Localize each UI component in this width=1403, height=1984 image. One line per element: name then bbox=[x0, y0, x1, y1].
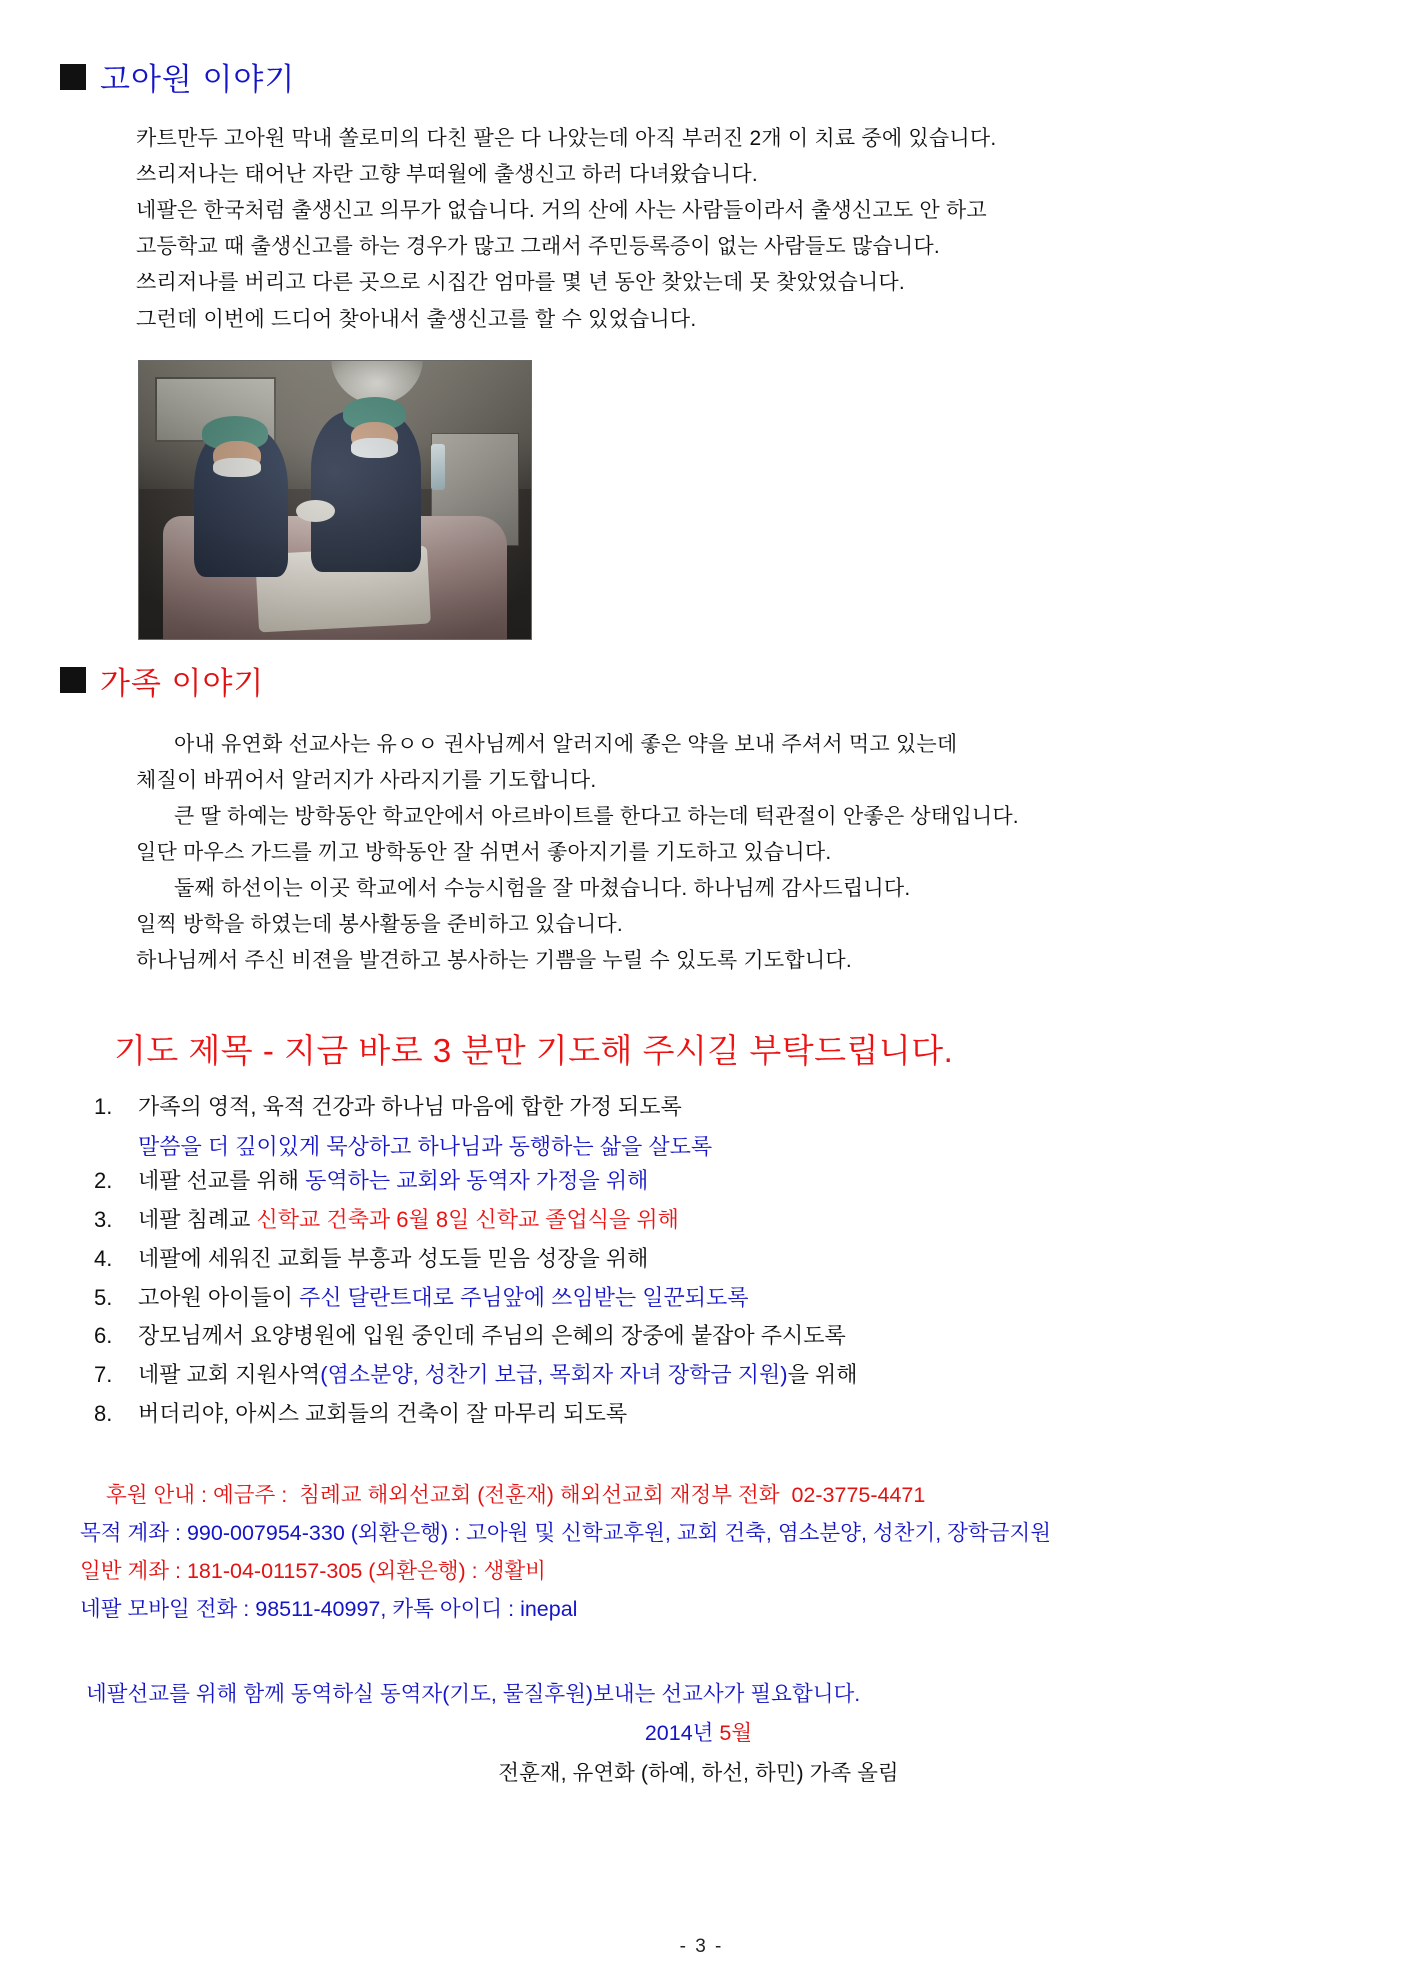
text-run: 네팔 교회 지원사역 bbox=[138, 1362, 321, 1388]
paragraph: 큰 딸 하예는 방학동안 학교안에서 아르바이트를 한다고 하는데 턱관절이 안좋은 상태입니다. bbox=[174, 804, 1019, 828]
support-line-designated-account: 목적 계좌 : 990-007954-330 (외환은행) : 고아원 및 신학교후원, 교회 건축, 염소분양, 성찬기, 장학금지원 bbox=[80, 1520, 1052, 1545]
support-line-contact: 네팔 모바일 전화 : 98511-40997, 카톡 아이디 : inepal bbox=[80, 1597, 578, 1622]
support-line-account-holder: 후원 안내 : 예금주 : 침례교 해외선교회 (전훈재) 해외선교회 재정부 전화 02-3775-4471 bbox=[106, 1482, 926, 1507]
list-item-number: 5. bbox=[94, 1284, 113, 1310]
closing-date-month: 5월 bbox=[719, 1721, 753, 1746]
paragraph: 고등학교 때 출생신고를 하는 경우가 많고 그래서 주민등록증이 없는 사람들도 많습니다. bbox=[136, 235, 940, 259]
orphanage-body bbox=[136, 121, 1337, 338]
paragraph: 그런데 이번에 드디어 찾아내서 출생신고를 할 수 있었습니다. bbox=[136, 307, 697, 331]
text-run-highlight: (염소분양, 성찬기 보급, 목회자 자녀 장학금 지원) bbox=[320, 1362, 788, 1388]
paragraph: 쓰리저나는 태어난 자란 고향 부떠월에 출생신고 하러 다녀왔습니다. bbox=[136, 163, 758, 187]
section-heading-orphanage bbox=[60, 54, 1337, 99]
prayer-request-title: 기도 제목 - 지금 바로 3 분만 기도해 주시길 부탁드립니다. bbox=[114, 1032, 954, 1070]
list-item-text bbox=[138, 1358, 1337, 1393]
list-item bbox=[94, 1397, 1337, 1432]
list-item bbox=[94, 1358, 1337, 1393]
list-item-text: 네팔에 세워진 교회들 부흥과 성도들 믿음 성장을 위해 bbox=[138, 1245, 649, 1271]
list-item-text bbox=[138, 1164, 1337, 1199]
prayer-request-list bbox=[94, 1090, 1337, 1431]
list-item-text: 장모님께서 요양병원에 입원 중인데 주님의 은혜의 장중에 붙잡아 주시도록 bbox=[138, 1323, 846, 1349]
paragraph: 하나님께서 주신 비젼을 발견하고 봉사하는 기쁨을 누릴 수 있도록 기도합니다. bbox=[136, 949, 852, 973]
list-item-text bbox=[138, 1203, 1337, 1238]
list-item-text: 버더리야, 아씨스 교회들의 건축이 잘 마무리 되도록 bbox=[138, 1400, 628, 1426]
closing-block bbox=[60, 1675, 1337, 1794]
list-item bbox=[94, 1319, 1337, 1354]
paragraph: 아내 유연화 선교사는 유ㅇㅇ 권사님께서 알러지에 좋은 약을 보내 주셔서 먹고 있는데 bbox=[174, 732, 958, 756]
paragraph: 네팔은 한국처럼 출생신고 의무가 없습니다. 거의 산에 사는 사람들이라서 출생신고도 안 하고 bbox=[136, 199, 987, 223]
list-item-number: 3. bbox=[94, 1207, 113, 1233]
list-item bbox=[94, 1203, 1337, 1238]
paragraph: 둘째 하선이는 이곳 학교에서 수능시험을 잘 마쳤습니다. 하나님께 감사드립니다. bbox=[174, 877, 911, 901]
support-line-general-account: 일반 계좌 : 181-04-01157-305 (외환은행) : 생활비 bbox=[80, 1559, 546, 1584]
list-item bbox=[94, 1281, 1337, 1316]
dental-clinic-photo bbox=[138, 360, 532, 640]
section-heading-family bbox=[60, 658, 1337, 703]
list-item-text bbox=[138, 1281, 1337, 1316]
closing-date bbox=[60, 1714, 1337, 1754]
family-body bbox=[136, 727, 1337, 980]
page-number: - 3 - bbox=[679, 1936, 724, 1957]
list-item-number: 8. bbox=[94, 1400, 113, 1426]
text-run: 을 위해 bbox=[787, 1362, 858, 1388]
closing-signature: 전훈재, 유연화 (하예, 하선, 하민) 가족 올림 bbox=[498, 1761, 899, 1786]
paragraph: 일단 마우스 가드를 끼고 방학동안 잘 쉬면서 좋아지기를 기도하고 있습니다. bbox=[136, 840, 832, 864]
list-item-number: 6. bbox=[94, 1323, 113, 1349]
section-title-family: 가족 이야기 bbox=[100, 665, 265, 701]
text-run-highlight: 동역하는 교회와 동역자 가정을 위해 bbox=[305, 1168, 649, 1194]
list-item-text: 가족의 영적, 육적 건강과 하나님 마음에 합한 가정 되도록 bbox=[138, 1094, 682, 1120]
list-item-number: 7. bbox=[94, 1362, 113, 1388]
list-item bbox=[94, 1090, 1337, 1164]
list-item-number: 4. bbox=[94, 1245, 113, 1271]
closing-appeal: 네팔선교를 위해 함께 동역하실 동역자(기도, 물질후원)보내는 선교사가 필요합니다. bbox=[86, 1681, 861, 1706]
paragraph: 쓰리저나를 버리고 다른 곳으로 시집간 엄마를 몇 년 동안 찾았는데 못 찾았었습니다. bbox=[136, 271, 905, 295]
text-run: 네팔 침례교 bbox=[138, 1207, 257, 1233]
paragraph: 체질이 바뀌어서 알러지가 사라지기를 기도합니다. bbox=[136, 768, 597, 792]
square-bullet-icon bbox=[60, 667, 86, 693]
paragraph: 일찍 방학을 하였는데 봉사활동을 준비하고 있습니다. bbox=[136, 913, 623, 937]
list-item bbox=[94, 1242, 1337, 1277]
text-run: 고아원 아이들이 bbox=[138, 1284, 299, 1310]
list-item-number: 2. bbox=[94, 1168, 113, 1194]
square-bullet-icon bbox=[60, 64, 86, 90]
list-item-number: 1. bbox=[94, 1094, 113, 1120]
closing-date-year: 2014년 bbox=[644, 1721, 720, 1746]
text-run: 네팔 선교를 위해 bbox=[138, 1168, 306, 1194]
section-title-orphanage: 고아원 이야기 bbox=[100, 62, 296, 97]
list-item bbox=[94, 1164, 1337, 1199]
support-info bbox=[80, 1476, 1337, 1629]
text-run-highlight: 신학교 건축과 6월 8일 신학교 졸업식을 위해 bbox=[256, 1207, 679, 1233]
paragraph: 카트만두 고아원 막내 쏠로미의 다친 팔은 다 나았는데 아직 부러진 2개 이 치료 중에 있습니다. bbox=[136, 127, 997, 150]
text-run-highlight: 주신 달란트대로 주님앞에 쓰임받는 일꾼되도록 bbox=[299, 1284, 749, 1310]
list-item-subtext: 말씀을 더 깊이있게 묵상하고 하나님과 동행하는 삶을 살도록 bbox=[138, 1134, 713, 1160]
